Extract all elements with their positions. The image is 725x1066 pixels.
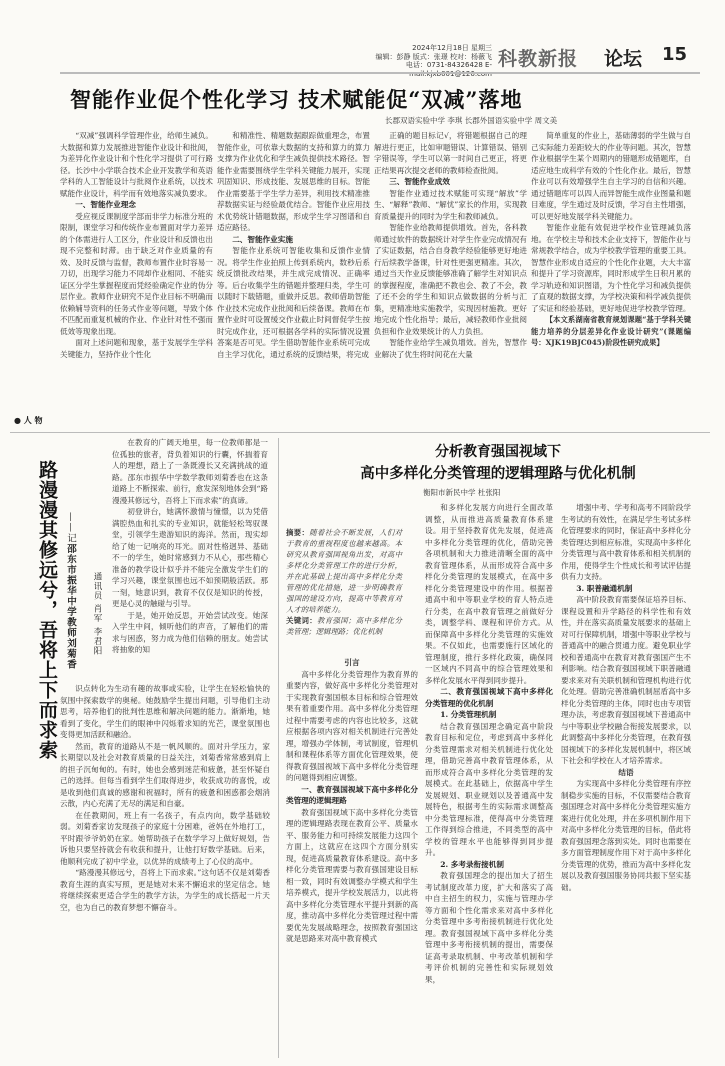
editor-line: 编辑：彭静 版式：张璟 校对：杨薇飞 — [375, 52, 492, 61]
subsection-heading: 2. 多考录衔接机制 — [440, 859, 504, 869]
section-heading: 一、智能作业理念 — [75, 200, 136, 209]
masthead — [0, 0, 725, 70]
paragraph: 然而，教育的道路从不是一帆风顺的。面对升学压力，家长期望以及社会对教育质量的日益关注，刘菊香常常感到肩上的担子沉甸甸的。有时，她也会感到迷茫和疲惫，甚至怀疑自己的选择。但每当看到学生们取得进步，收获成功的喜悦，或是收到他们真诚的感谢和祝福时，所有的疲惫和困惑都会烟消云散，内心充满了无尽的满足和自豪。 — [60, 741, 270, 808]
centered-heading: 引言 — [344, 658, 360, 667]
paragraph: 智能作业系统可智能收集和反馈作业情况。将学生作业拍照上传到系统内，数秒后系统反馈批改结果，并生成完成情况、正确率等。后台收集学生的错题并整理归类，学生可以随时下载错题，重做并反思。教师借助智能作业技术完成作业批阅和后续备课。教师在布置作业时可设置缓交作业截止时间督促学生按时完成作业，还可根据各学科的实际情况设置答案是否可见。学生借助智能作业系统可完成自主学习优化，通过系统的反馈结果，将完成 — [217, 246, 370, 359]
centered-heading: 结语 — [618, 767, 634, 777]
article1-byline: 长郡双语实验中学 李琪 长郡外国语实验中学 周文美 — [385, 116, 558, 125]
paragraph: 智能作业通过技术赋能可实现“解放”学生、“解释”教师、“解忧”家长的作用，实现教育质量提升的同时为学生和教师减负。 — [374, 188, 527, 221]
paragraph: 高中阶段教育需要保证培养目标、课程设置和升学路径的科学性和有效性，并在落实高质量发展要求的基础上对可行保障机制，增强中等职业学校与普通高中的融合贯通力度。避免职业学校和普通高中在教育对教育强国产生不利影响。结合教育强国视域下职普融通要求来对有关联机制和管理机构进行优化处理。借助完善准确机制屈盾高中多样化分类管理的主体，同时也由专项管理办法，考虑教育强国视域下普通高中与中等职业学校融合衔接发展要求，以此调整高中多样化分类管理，在教育强国视域下的多样化发展机制中，将区域下社会和学校在人才培养需求。 — [561, 595, 691, 765]
keywords-text: 教育强国；高中多样化分类管理；逻辑理路；优化机制 — [286, 616, 402, 636]
article1-col-4 — [531, 130, 691, 432]
article2-byline — [64, 512, 77, 670]
subsection-heading: 1. 分类管理机制 — [440, 710, 497, 719]
article2-correspondent: 通讯员 肖军 李君阳 — [92, 572, 102, 656]
section-label: ● 人 物 — [14, 416, 43, 425]
byline-prefix: ——记 — [65, 512, 76, 544]
paper-name: 科教新报 — [498, 48, 579, 70]
subsection-heading: 3. 职普融通机制 — [576, 583, 633, 593]
article3-col-2 — [425, 502, 553, 1057]
article2-title: 路漫漫其修远兮，吾将上下而求索 — [36, 460, 58, 760]
article2-col-1 — [112, 437, 268, 681]
paragraph: “路漫漫其修远兮，吾将上下而求索。”这句话不仅是刘菊香教育生涯的真实写照，更是她对未来不懈追求的坚定信念。她将继续探索更适合学生的教学方法，为学生的成长搭起一片天空，也为自己的教育梦想不懈奋斗。 — [60, 868, 270, 912]
page-number: 15 — [662, 44, 688, 65]
paragraph: 面对上述问题和现象，基于发展学生学科关键能力，坚持作业个性化 — [60, 338, 213, 359]
masthead-rule — [60, 72, 700, 74]
abstract-text: 随着社会不断发展，人们对于教育的重视程度也越来越高。本研究从教育强国视角出发，对高中多样化分类管理工作的进行分析，并在此基础上提出高中多样化分类管理的优化措施，进一步明确教育强国的建设方向，提高中等教育对人才的培养能力。 — [286, 528, 402, 614]
article2-col-2 — [60, 683, 270, 1058]
paragraph: 正确的题目标记√，将错题根据自己的理解进行更正，比如审题错误、计算错误、错别字错误等，学生可以第一时间自己更正，将更正结果再次提交老师的教师检查批阅。 — [374, 131, 527, 175]
paragraph: 教育强国理念的提出加大了招生考试制度改革力度，扩大和落实了高中自主招生的权力，实施与管理办学等方面和个性化需求来对高中多样化分类管理中多考衔接机制进行优化处理。教育强国视域下高中多样化分类管理中多考衔接机制的提出，需要保证高考录取机制、中考改革机制和学考评价机制的完善性和实际规划效果， — [425, 871, 553, 984]
abstract-label: 摘要： — [286, 528, 310, 537]
byline-school: 邵东市振华中学教师刘菊香 — [65, 543, 76, 670]
paragraph: 教育强国视域下高中多样化分类管理的逻辑理路表现在教育公平、质量水平、服务能力和可持续发展能力这四个方面上，这就应在这四个方面分别实现，促进高质量教育体系建设。高中多样化分类管理需要与教育强国建设目标相一致，同时有效调整办学模式和学生培养模式，提升学校发展活力，以此将高中多样化分类管理水平提升到新的高度，推动高中多样化分类管理过程中需要优先发展战略理念，按照教育强国这就是思路来对高中教育模式 — [286, 807, 418, 943]
paragraph: 在任教期间，班上有一名孩子，有点内向，数学基础较弱。刘菊香家访发现孩子的家庭十分困难，爸妈在外地打工，平时跟爷爷奶奶在家。她帮助孩子在数学学习上做好规划，告诉他只要坚持就会有收获和提升，让他打好数学基础。后来，他顺利完成了初中学业，以优异的成绩考上了心仪的高中。 — [60, 810, 270, 866]
paragraph: 在教育的广阔天地里，每一位教师都是一位孤独的旅者，背负着知识的行囊，怀揣着育人的理想，踏上了一条既漫长又充满挑战的道路。邵东市振华中学数学教师刘菊香也在这条道路上不断探索、前行，愈发深刻地体会到“路漫漫其修远兮，吾将上下而求索”的真谛。 — [112, 438, 268, 505]
paragraph: 智能作业给学生减负增效。首先，智慧作业解决了优生将时间花在大量 — [374, 338, 527, 359]
article3-abstract — [286, 527, 402, 637]
article1-col-3 — [374, 130, 527, 432]
date-line: 2024年12月18日 星期三 — [412, 44, 492, 52]
paragraph: 于是，她开始反思，开始尝试改变。她深入学生中间，倾听他们的声音，了解他们的需求与困惑，努力成为他们信赖的朋友。她尝试将抽象的知 — [112, 610, 268, 654]
article1-col-1 — [60, 130, 213, 432]
section-heading: 一、教育强国视域下高中多样化分类管理的逻辑理路 — [286, 784, 418, 805]
paragraph: 增强中考、学考和高考不同阶段学生考试的有效性，在满足学生考试多样化管理要求的同时，保证高中多样化分类管理达到相应标准，实现高中多样化分类管理与高中教育体系和相关机制的作用，使得学生个性成长和考试评估提供有力支持。 — [561, 503, 691, 581]
paragraph: 高中多样化分类管理作为教育界的重要内容，做好高中多样化分类管理对于实现教育强国根本目标和综合管理效果有着重要作用。高中多样化分类管理过程中需要考虑的内容也比较多，这就应根据各项内容对相关机制进行完善处理，增强办学体制，考试制度，管理机制和课程体系等方面优化管理效果，使得教育强国视域下高中多样化分类管理的问题得到相应调整。 — [286, 669, 418, 782]
paragraph: 受应视反课制度学部而非学力标准分班的限制，课堂学习和传统作业布置面对学力差异的个体需进行人工区分，作业设计和反馈也出现不完整和时滞。由于缺乏对作业质量的有效、及时反馈与监督，教师布置作业时容易一刀切，出现学习能力不同却作业相同、不能实证区分学生掌握程度而凭经验确定作业的伪分层作业。教师作业研究不足作业目标不明确而依赖辅导资料的任务式作业等问题，导致个体不匹配而重复机械的作业、作业针对性不强而低效等现象出现。 — [60, 211, 213, 336]
article1-title: 智能作业促个性化学习 技术赋能促“双减”落地 — [70, 87, 523, 112]
contact-line: 电话：0731-84326428 E- — [405, 61, 492, 69]
keywords-label: 关键词： — [286, 616, 318, 625]
paragraph: 和多样化发展方向进行全面改革调整，从而推进高质量教育体系建设。用于坚持教育优先发展，促进高中多样化分类管理的优化，借助完善各项机制和大力推进清晰全面的高中教育管理体系，从而形成符合高中多样化分类管理的发展模式，在高中多样化分类管理建设中的作用。根据普通高中和中等职业学校的育人特点进行分类，在高中教育管理之前做好分类，调整学科、课程和评价方式。从而保障高中多样化分类管理的实施效果。不仅如此，也需要施行区域化的管理制度，推行多样化政策，确保同一区域内不同高中的综合管理效果和多样化发展水平得到同步提升。 — [425, 503, 553, 685]
article3-byline: 衡阳市新民中学 杜张阳 — [423, 488, 501, 497]
section-heading: 二、智能作业实施 — [232, 234, 293, 244]
paragraph: 识点转化为生动有趣的故事或实验，让学生在轻松愉快的氛围中探索数学的奥秘。她鼓励学生提出问题，引导他们主动思考，培养他们的批判性思维和解决问题的能力。渐渐地，她看到了变化，学生们的眼神中闪烁着求知的光芒，课堂氛围也变得更加活跃和融洽。 — [60, 684, 270, 739]
article3-col-1 — [286, 657, 418, 1057]
project-note: 【本文系湖南省教育规划课题“基于学科关键能力培养的分层差异化作业设计研究”(课题编号：XJK19BJC045)阶段性研究成果】 — [531, 315, 691, 347]
section-heading: 二、教育强国视域下高中多样化分类管理的优化机制 — [425, 687, 553, 708]
column-divider — [278, 438, 279, 1058]
article3-col-3 — [561, 502, 691, 1057]
paragraph: 和精准性、精题数据跟踪做重理念，布置智能作业，可依靠大数据的支持和算力的算力支撑为作业优化和学生减负提供技术路径。智能作业需要围绕学生学科关键能力展开，实现巩固知识、形成技能、发展思维的目标。智能作业需要基于学生学力差异，利用技术精准推荐数据实证与经验最优结合。智能作业应用技术优势统计错题数据，形成学生学习图谱和自适应路径。 — [217, 131, 370, 232]
paragraph: 智能作业给教师提供增效。首先，各科教师通过软件的数据统计对学生作业完成情况有了实证数据，结合自身教学经验能够更好地进行后续教学备课，针对性更强更精准。其次，通过当天作业反馈能够准确了解学生对知识点的掌握程度，准确把不教也会、教了不会，教了还不会的学生和知识点做数据的分析与汇集，更精准地实施教学，实现因材施教。更好地完成个性化指导；最后，减轻教师作业批阅负担和作业效果统计的人力负担。 — [374, 223, 527, 336]
section-heading: 三、智能作业成效 — [389, 177, 450, 186]
paragraph: 智能作业能有效促进学校作业管理减负落地。在学校主导和技术企业支持下，智能作业与常规教学结合，成为学校教学管理的重要工具。智慧作业形成自适应的个性化作业题，大大丰富和提升了学习资源库，同时形成学生日积月累的学习轨迹和知识图谱，为个性化学习和减负提供了直观的数据支撑，为学校决策和科学减负提供了实证和经验基础，更好地促进学校教学管理。 — [531, 223, 691, 313]
article3-title-line2: 高中多样化分类管理的逻辑理路与优化机制 — [360, 465, 636, 482]
paragraph: 简单重复的作业上，基础薄弱的学生做与自己实际能力差距较大的作业等问题。其次，智慧作业根据学生某个周期内的错题形成错题库，自适应地生成科学有效的个性化作业。最后，智慧作业可以有效增强学生自主学习的自信和兴趣。通过错题库可以四人而异智能生成作业图量和题目难度，学生通过及时反馈，学习自主性增强，可以更好地发展学科关键能力。 — [531, 131, 691, 221]
section-name: 论坛 — [604, 48, 643, 70]
paragraph: 为实现高中多样化分类管理有序控制稳步实施的目标，不仅需要结合教育强国理念对高中多样化分类管理实施方案进行优化处理，并在多项机制作用下对高中多样化分类管理的目标，借此将教育强国理念落到实处。同时也需要在多方面管理制度作用下对于高中多样化分类管理的优势，推而为高中多样化发展以及教育强国服务协同共振下坚实基础。 — [561, 779, 691, 892]
article3-title-line1: 分析教育强国视域下 — [435, 444, 561, 460]
paragraph: 初登讲台，她满怀激情与憧憬，以为凭借满腔热血和扎实的专业知识，就能轻松驾驭课堂，引领学生遨游知识的海洋。然而，现实却给了她一记响亮的耳光。面对性格迥异、基础不一的学生，她时常感到力不从心，那些精心准备的教学设计似乎并不能完全激发学生们的学习兴趣，课堂氛围也远不如预期般活跃。那一刻，她意识到，教育不仅仅是知识的传授，更是心灵的触碰与引导。 — [112, 507, 268, 608]
paragraph: 结合教育强国理念确定高中阶段教育目标和定位，考虑到高中多样化分类管理需求对相关机制进行优化处理，借助完善高中教育管理体系，从而形成符合高中多样化分类管理的发展模式。在此基础上，依据高中学生发展规划、职业规划以及普通高中发展特色，根据考生的实际需求调整高中分类管理标准，使得高中分类管理工作得到综合推进，不同类型的高中学校的管理水平也能够得到同步提升。 — [425, 721, 553, 857]
article1-col-2 — [217, 130, 370, 432]
paragraph: “双减”强调科学管理作业，给师生减负。大数据和算力发展推进智能作业设计和批阅，为差异化作业设计和个性化学习提供了可行路径。长沙中小学联合技术企业开发教学和英语学科的人工智能设计与批阅作业系统，以技术赋能作业设计，科学而有效地落实减负要求。 — [60, 131, 213, 198]
section-divider — [10, 432, 710, 433]
